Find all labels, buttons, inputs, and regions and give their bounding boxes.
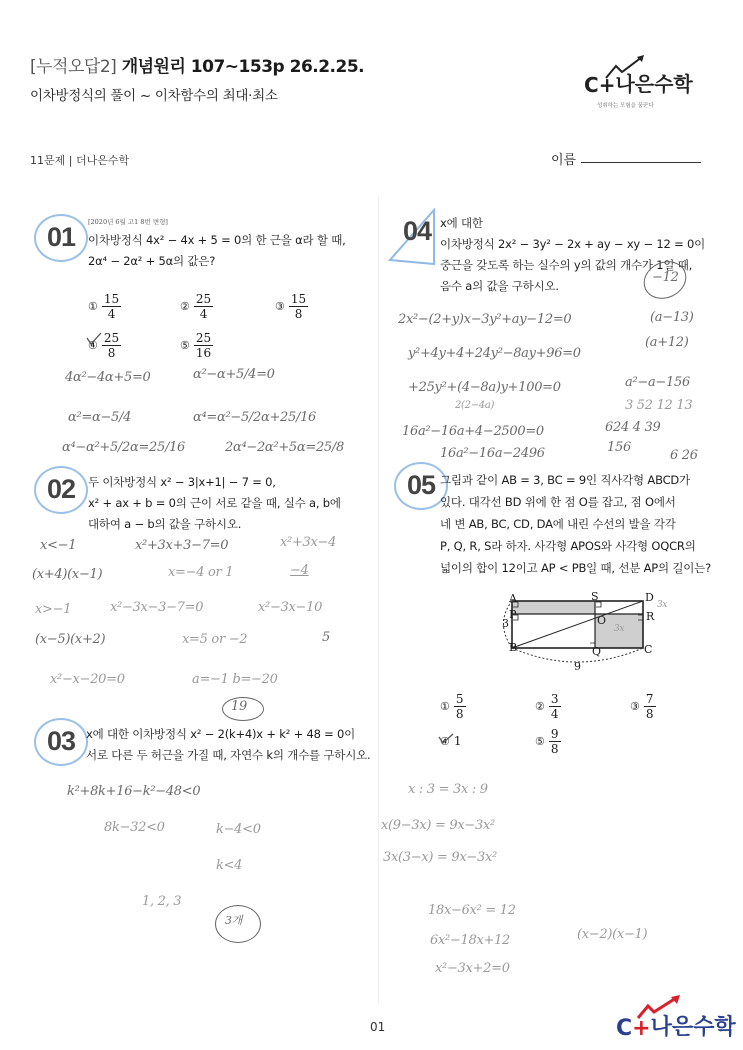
problem-line: P, Q, R, S라 하자. 사각형 APOS와 사각형 OQCR의 — [440, 539, 696, 553]
handwritten-note: x(9−3x) = 9x−3x² — [381, 818, 495, 833]
handwritten-note: (x−5)(x+2) — [35, 632, 106, 647]
numerator: 9 — [550, 727, 559, 741]
handwritten-note: 4α²−4α+5=0 — [65, 370, 151, 385]
problem-line: 이차방정식 4x² − 4x + 5 = 0의 한 근을 α라 할 때, — [88, 233, 346, 247]
handwritten-note: 3x — [657, 600, 668, 610]
fraction — [549, 692, 561, 721]
shaded-region-apos — [512, 601, 595, 614]
problem-line: 이차방정식 2x² − 3y² − 2x + ay − xy − 12 = 0이 — [440, 237, 705, 251]
point-label-p: P — [509, 608, 517, 621]
check-mark-icon — [438, 733, 454, 745]
handwritten-note: 156 — [607, 440, 631, 455]
handwritten-note: y²+4y+4+24y²−8ay+96=0 — [408, 346, 581, 361]
choice-mark: ④ — [440, 734, 450, 748]
handwritten-note: (a+12) — [645, 335, 689, 350]
point-label-b: B — [509, 641, 518, 654]
handwritten-note: 8k−32<0 — [104, 820, 165, 835]
handwritten-note: x²+3x−4 — [280, 535, 337, 550]
denominator: 8 — [294, 307, 303, 321]
numerator: 5 — [455, 692, 464, 706]
handwritten-note: α⁴−α²+5/2α=25/16 — [62, 440, 186, 455]
choice-mark: ② — [535, 700, 545, 713]
handwritten-note: k<4 — [216, 858, 243, 873]
fraction — [549, 727, 561, 756]
choice-value: 1 — [453, 734, 462, 748]
problem-text-02 — [88, 472, 341, 535]
handwritten-note: x²−3x−3−7=0 — [110, 600, 204, 615]
problem-source: [2020년 6월 고1 8번 변형] — [88, 218, 168, 226]
problem-line: 그림과 같이 AB = 3, BC = 9인 직사각형 ABCD가 — [440, 473, 690, 487]
problem-text-03 — [86, 724, 370, 766]
numerator: 15 — [103, 292, 120, 306]
problem-line: 두 이차방정식 x² − 3|x+1| − 7 = 0, — [88, 475, 276, 489]
handwritten-note: +25y²+(4−8a)y+100=0 — [408, 380, 561, 395]
handwritten-note: x²−x−20=0 — [50, 672, 125, 687]
handwritten-note: 3 52 12 13 — [625, 398, 693, 413]
handwritten-note: x²+3x+3−7=0 — [135, 538, 229, 553]
handwritten-note: x : 3 = 3x : 9 — [408, 782, 488, 797]
problem-line: 음수 a의 값을 구하시오. — [440, 279, 559, 293]
handwritten-note: 1, 2, 3 — [142, 894, 182, 909]
handwritten-note: x²−3x−10 — [258, 600, 323, 615]
choice-mark: ① — [88, 300, 98, 313]
fraction — [102, 292, 121, 321]
problem-number-05: 05 — [398, 468, 444, 502]
fraction — [102, 331, 121, 360]
handwritten-note: −12 — [652, 270, 679, 285]
choice-mark: ⑤ — [535, 735, 545, 748]
choice-mark: ④ — [88, 339, 98, 352]
handwritten-note: 5 — [322, 630, 330, 645]
problem-line: 있다. 대각선 BD 위에 한 점 O를 잡고, 점 O에서 — [440, 495, 676, 509]
point-label-q: Q — [592, 645, 602, 658]
numerator: 15 — [290, 292, 307, 306]
point-label-c: C — [644, 643, 653, 656]
logo-text: 나은수학 — [650, 1015, 736, 1040]
problem-number-04: 04 — [402, 215, 432, 246]
handwritten-note: (x−2)(x−1) — [577, 927, 648, 942]
handwritten-note: 2α⁴−2α²+5α=25/8 — [225, 440, 344, 455]
problem-text-05 — [440, 469, 711, 579]
handwritten-note: x²−3x+2=0 — [435, 961, 510, 976]
handwritten-note: (x+4)(x−1) — [32, 567, 103, 582]
logo-plus: + — [598, 73, 616, 97]
problem-line: 대하여 a − b의 값을 구하시오. — [88, 517, 242, 531]
logo-plus: + — [632, 1016, 651, 1041]
side-length-bc: 9 — [574, 660, 581, 673]
handwritten-note: 2(2−4a) — [455, 400, 495, 411]
problem-line: 네 변 AB, BC, CD, DA에 내린 수선의 발을 각각 — [440, 517, 676, 531]
choice-mark: ③ — [630, 700, 640, 713]
handwritten-note: α²=α−5/4 — [68, 410, 132, 425]
numerator: 25 — [103, 331, 120, 345]
handwritten-note: x<−1 — [40, 538, 77, 553]
logo-text: 나은수학 — [615, 72, 693, 96]
problem-line: x에 대한 — [440, 216, 483, 230]
handwritten-note: k²+8k+16−k²−48<0 — [67, 784, 201, 799]
handwritten-note: a²−a−156 — [625, 375, 690, 390]
title-tag: [누적오답2] — [30, 57, 117, 77]
choice-3[interactable] — [275, 292, 308, 321]
handwritten-note: x>−1 — [35, 602, 72, 617]
problem-line: x에 대한 이차방정식 x² − 2(k+4)x + k² + 48 = 0이 — [86, 727, 356, 741]
fraction — [194, 292, 213, 321]
choice-3[interactable] — [630, 692, 656, 721]
name-label: 이름 — [551, 153, 577, 168]
problem-line: 서로 다른 두 허근을 가질 때, 자연수 k의 개수를 구하시오. — [86, 748, 371, 762]
point-label-a: A — [509, 592, 517, 605]
page-number: 01 — [370, 1020, 386, 1034]
check-mark-icon — [86, 332, 102, 346]
point-label-d: D — [645, 591, 654, 604]
handwritten-note: x=−4 or 1 — [168, 565, 234, 580]
choice-1[interactable] — [440, 692, 466, 721]
handwritten-note: (a−13) — [650, 310, 694, 325]
trend-arrow-icon — [604, 54, 648, 80]
problem-count: 11문제 | 더나은수학 — [30, 154, 130, 167]
numerator: 7 — [645, 692, 654, 706]
handwritten-note: 18x−6x² = 12 — [428, 903, 516, 918]
choice-2[interactable] — [535, 692, 561, 721]
logo-tagline: 성취하는 모험을 꿈꾼다 — [597, 103, 654, 109]
fraction — [454, 692, 466, 721]
choice-mark: ③ — [275, 300, 285, 313]
handwritten-note: 2x²−(2+y)x−3y²+ay−12=0 — [398, 312, 572, 327]
side-length-ab: 3 — [502, 617, 509, 630]
point-label-o: O — [597, 614, 607, 627]
problem-line: 중근을 갖도록 하는 실수의 y의 값의 개수가 1일 때, — [440, 258, 693, 272]
choice-5[interactable] — [180, 331, 213, 360]
name-field[interactable] — [581, 162, 701, 163]
choice-mark: ⑤ — [180, 339, 190, 352]
problem-text-01 — [88, 230, 346, 272]
denominator: 8 — [645, 707, 654, 721]
problem-number-01: 01 — [38, 220, 84, 254]
worksheet-subtitle: 이차방정식의 풀이 ~ 이차함수의 최대·최소 — [30, 88, 278, 104]
handwritten-note: 6x²−18x+12 — [430, 933, 511, 948]
handwritten-note: 6 26 — [670, 448, 698, 463]
point-label-s: S — [591, 590, 599, 603]
handwritten-note: 16a²−16a+4−2500=0 — [402, 424, 544, 439]
denominator: 4 — [550, 707, 559, 721]
denominator: 8 — [550, 742, 559, 756]
handwritten-note: −4 — [290, 563, 309, 578]
problem-line: 넓이의 합이 12이고 AP < PB일 때, 선분 AP의 길이는? — [440, 561, 711, 575]
denominator: 8 — [107, 346, 116, 360]
numerator: 3 — [550, 692, 559, 706]
handwritten-note: α²−α+5/4=0 — [193, 367, 275, 382]
problem-number-02: 02 — [38, 472, 84, 506]
choice-mark: ① — [440, 700, 450, 713]
fraction — [289, 292, 308, 321]
trend-arrow-icon — [636, 994, 684, 1020]
logo-d: C — [584, 73, 599, 97]
choice-2[interactable] — [180, 292, 213, 321]
numerator: 25 — [195, 292, 212, 306]
column-divider — [378, 195, 379, 1005]
logo-d: C — [616, 1016, 633, 1041]
denominator: 4 — [199, 307, 208, 321]
handwritten-note: k−4<0 — [216, 822, 261, 837]
fraction — [644, 692, 656, 721]
worksheet-title — [30, 52, 364, 77]
handwritten-note: 16a²−16a−2496 — [440, 446, 545, 461]
choice-mark: ② — [180, 300, 190, 313]
choice-1[interactable] — [88, 292, 121, 321]
problem-number-03: 03 — [38, 724, 84, 758]
problem-line: 2α⁴ − 2α² + 5α의 값은? — [88, 254, 216, 268]
handwritten-note: a=−1 b=−20 — [192, 672, 278, 687]
point-label-r: R — [646, 610, 655, 623]
handwritten-note: 3개 — [225, 914, 243, 927]
handwritten-note: 19 — [231, 699, 247, 714]
handwritten-note: x=5 or −2 — [182, 632, 248, 647]
numerator: 25 — [195, 331, 212, 345]
choice-5[interactable] — [535, 727, 561, 756]
fraction — [194, 331, 213, 360]
problem-line: x² + ax + b = 0의 근이 서로 같을 때, 실수 a, b에 — [88, 496, 341, 510]
denominator: 4 — [107, 307, 116, 321]
denominator: 8 — [455, 707, 464, 721]
title-text: 개념원리 107~153p 26.2.25. — [121, 57, 365, 77]
handwritten-note: 3x — [614, 624, 625, 634]
denominator: 16 — [195, 346, 212, 360]
handwritten-note: 3x(3−x) = 9x−3x² — [383, 850, 497, 865]
handwritten-note: 624 4 39 — [605, 420, 661, 435]
handwritten-note: α⁴=α²−5/2α+25/16 — [193, 410, 317, 425]
